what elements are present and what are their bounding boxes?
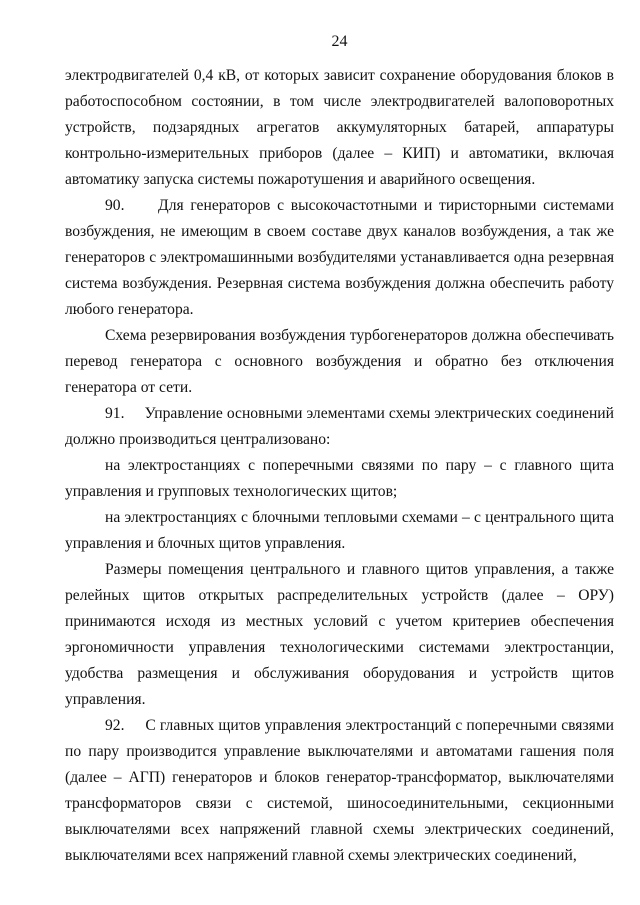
paragraph-91: 91. Управление основными элементами схемы электрических соединений должно производиться централизовано: xyxy=(65,405,614,448)
paragraph-cross-links: на электростанциях с поперечными связями по пару – с главного щита управления и групповых технологических щитов; xyxy=(65,457,614,500)
paragraph-redundancy-scheme: Схема резервирования возбуждения турбогенераторов должна обеспечивать перевод генератора с основного возбуждения и обратно без отключения генератора от сети. xyxy=(65,327,614,396)
page-number: 24 xyxy=(331,33,348,50)
paragraph-room-sizes: Размеры помещения центрального и главного щитов управления, а также релейных щитов открытых распределительных устройств (далее – ОРУ) принимаются исходя из местных условий с учетом критериев обеспечения эргономичности управления технологическими системами электростанции, удобства размещения и обслуживания оборудования и устройств щитов управления. xyxy=(65,561,614,708)
paragraph-90: 90. Для генераторов с высокочастотными и тиристорными системами возбуждения, не имеющим в своем составе двух каналов возбуждения, а так же генераторов с электромашинными возбудителями устанавливается одна резервная система возбуждения. Резервная система возбуждения должна обеспечить работу любого генератора. xyxy=(65,197,614,318)
paragraph-92: 92. С главных щитов управления электростанций с поперечными связями по пару производится управление выключателями и автоматами гашения поля (далее – АГП) генераторов и блоков генератор-трансформатор, выключателями трансформаторов связи с системой, шиносоединительными, секционными выключателями всех напряжений главной схемы электрических соединений, выключателями всех напряжений главной схемы электрических соединений, xyxy=(65,717,614,864)
paragraph-block-schemes: на электростанциях с блочными тепловыми схемами – с центрального щита управления и блочных щитов управления. xyxy=(65,509,614,552)
paragraph-continuation: электродвигателей 0,4 кВ, от которых зависит сохранение оборудования блоков в работоспособном состоянии, в том числе электродвигателей валоповоротных устройств, подзарядных агрегатов аккумуляторных батарей, аппаратуры контрольно-измерительных приборов (далее – КИП) и автоматики, включая автоматику запуска системы пожаротушения и аварийного освещения. xyxy=(65,67,614,188)
